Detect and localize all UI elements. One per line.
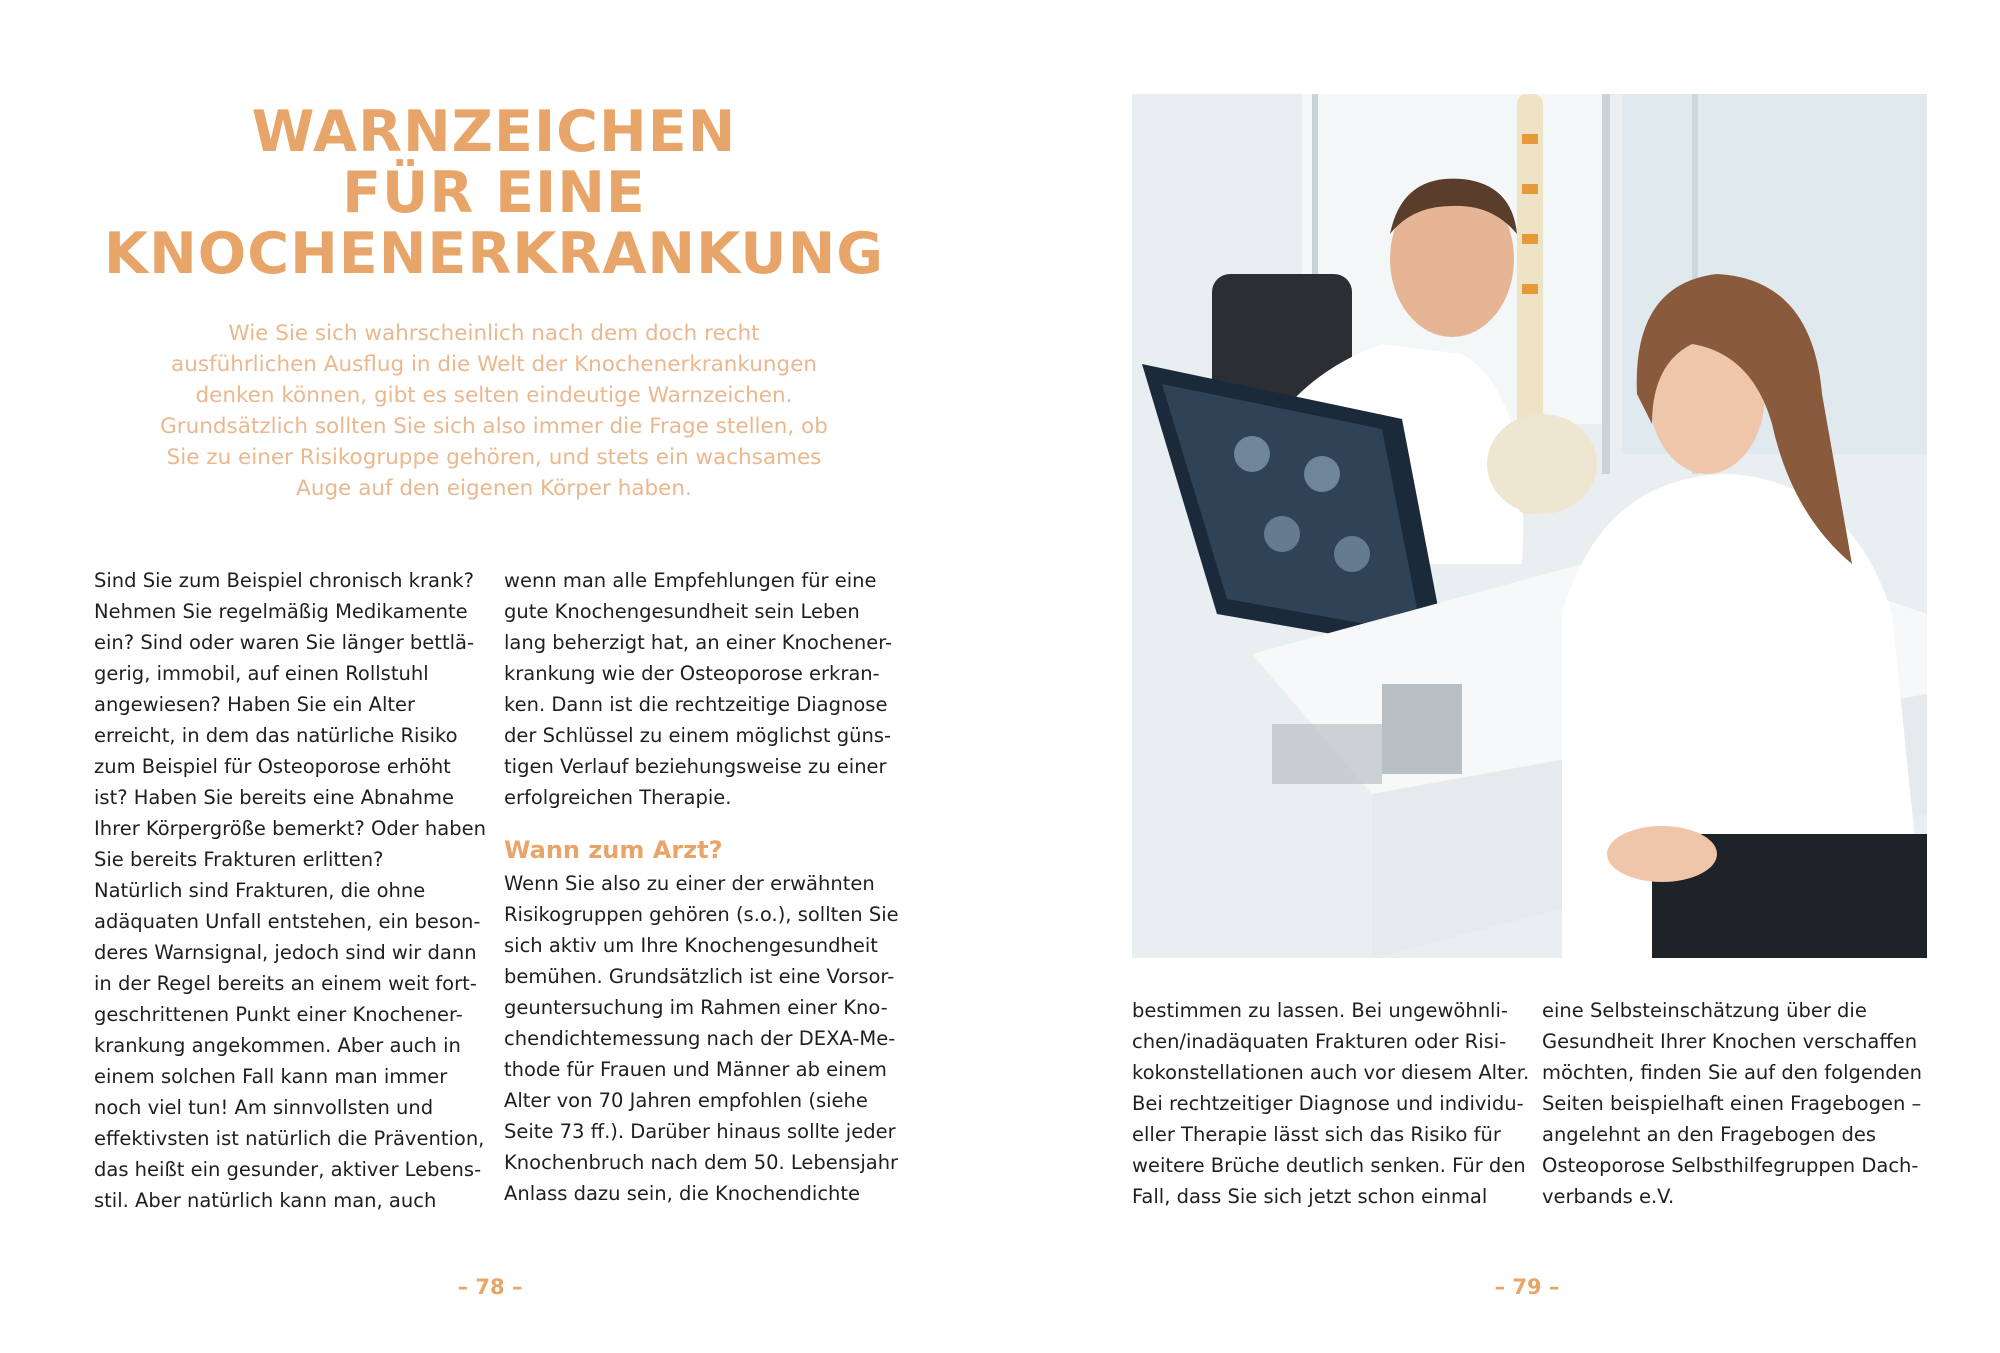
intro-line: Auge auf den eigenen Körper haben. <box>296 476 692 501</box>
text-line: lang beherzigt hat, an einer Knochener- <box>504 631 893 654</box>
text-line: krankung wie der Osteoporose erkran- <box>504 662 880 685</box>
desk-tray <box>1272 724 1382 784</box>
doctor-patient-xray-photo <box>1132 94 1927 958</box>
text-line: Nehmen Sie regelmäßig Medikamente <box>94 600 468 623</box>
intro-line: Wie Sie sich wahrscheinlich nach dem doch recht <box>228 321 760 346</box>
text-line: Gesundheit Ihrer Knochen verschaffen <box>1542 1030 1918 1053</box>
text-line: das heißt ein gesunder, aktiver Lebens- <box>94 1158 482 1181</box>
title-line-2: FÜR EINE <box>342 160 646 226</box>
patient-hand <box>1607 826 1717 882</box>
pelvis-model <box>1487 414 1597 514</box>
text-line: ist? Haben Sie bereits eine Abnahme <box>94 786 455 809</box>
xray-detail <box>1234 436 1270 472</box>
text-line: Seite 73 ff.). Darüber hinaus sollte jeder <box>504 1120 896 1143</box>
title-line-3: KNOCHENERKRANKUNG <box>103 221 885 287</box>
text-line: geuntersuchung im Rahmen einer Kno- <box>504 996 888 1019</box>
text-line: Sind Sie zum Beispiel chronisch krank? <box>94 569 474 592</box>
text-line: deres Warnsignal, jedoch sind wir dann <box>94 941 477 964</box>
text-line: Bei rechtzeitiger Diagnose und individu- <box>1132 1092 1524 1115</box>
intro-line: ausführlichen Ausflug in die Welt der Knochenerkrankungen <box>171 352 817 377</box>
text-line: chendichtemessung nach der DEXA-Me- <box>504 1027 896 1050</box>
body-column-1 <box>94 565 489 1216</box>
text-line: Fall, dass Sie sich jetzt schon einmal <box>1132 1185 1488 1208</box>
spine-vertebra <box>1522 184 1538 194</box>
text-line: Sie bereits Frakturen erlitten? <box>94 848 384 871</box>
text-line: chen/inadäquaten Frakturen oder Risi- <box>1132 1030 1507 1053</box>
text-line: Osteoporose Selbsthilfegruppen Dach- <box>1542 1154 1919 1177</box>
chapter-title <box>94 99 894 287</box>
text-line: angelehnt an den Fragebogen des <box>1542 1123 1877 1146</box>
text-line: eller Therapie lässt sich das Risiko für <box>1132 1123 1501 1146</box>
pen-holder <box>1382 684 1462 774</box>
text-line: bemühen. Grundsätzlich ist eine Vorsor- <box>504 965 895 988</box>
text-line: erfolgreichen Therapie. <box>504 786 732 809</box>
text-line: Anlass dazu sein, die Knochendichte <box>504 1182 861 1205</box>
text-line: wenn man alle Empfehlungen für eine <box>504 569 877 592</box>
body-column-4 <box>1542 995 1937 1212</box>
text-line: bestimmen zu lassen. Bei ungewöhnli- <box>1132 999 1508 1022</box>
section-subheading: Wann zum Arzt? <box>504 836 723 864</box>
text-line: tigen Verlauf beziehungsweise zu einer <box>504 755 887 778</box>
text-line: Ihrer Körpergröße bemerkt? Oder haben <box>94 817 486 840</box>
page-number-left: – 78 – <box>457 1275 523 1299</box>
text-line: der Schlüssel zu einem möglichst güns- <box>504 724 892 747</box>
text-line: noch viel tun! Am sinnvollsten und <box>94 1096 434 1119</box>
text-line: erreicht, in dem das natürliche Risiko <box>94 724 458 747</box>
text-line: geschrittenen Punkt einer Knochener- <box>94 1003 463 1026</box>
text-line: ein? Sind oder waren Sie länger bettlä- <box>94 631 474 654</box>
intro-line: Grundsätzlich sollten Sie sich also immer die Frage stellen, ob <box>160 414 828 439</box>
intro-paragraph <box>144 318 844 504</box>
text-line: Knochenbruch nach dem 50. Lebensjahr <box>504 1151 899 1174</box>
spine-vertebra <box>1522 234 1538 244</box>
text-line: zum Beispiel für Osteoporose erhöht <box>94 755 451 778</box>
text-line: gute Knochengesundheit sein Leben <box>504 600 860 623</box>
text-line: krankung angekommen. Aber auch in <box>94 1034 461 1057</box>
text-line: sich aktiv um Ihre Knochengesundheit <box>504 934 878 957</box>
text-line: angewiesen? Haben Sie ein Alter <box>94 693 416 716</box>
text-line: adäquaten Unfall entstehen, ein beson- <box>94 910 481 933</box>
xray-detail <box>1264 516 1300 552</box>
text-line: effektivsten ist natürlich die Prävention, <box>94 1127 485 1150</box>
intro-line: Sie zu einer Risikogruppe gehören, und stets ein wachsames <box>166 445 822 470</box>
window-frame <box>1602 94 1610 474</box>
text-line: einem solchen Fall kann man immer <box>94 1065 448 1088</box>
title-line-1: WARNZEICHEN <box>251 99 737 165</box>
text-line: Wenn Sie also zu einer der erwähnten <box>504 872 875 895</box>
text-line: in der Regel bereits an einem weit fort- <box>94 972 477 995</box>
text-line: thode für Frauen und Männer ab einem <box>504 1058 887 1081</box>
photo-illustration <box>1132 94 1927 958</box>
page-number-right: – 79 – <box>1494 1275 1560 1299</box>
text-line: stil. Aber natürlich kann man, auch <box>94 1189 437 1212</box>
intro-line: denken können, gibt es selten eindeutige Warnzeichen. <box>195 383 793 408</box>
text-line: Seiten beispielhaft einen Fragebogen – <box>1542 1092 1922 1115</box>
text-line: weitere Brüche deutlich senken. Für den <box>1132 1154 1526 1177</box>
text-line: eine Selbsteinschätzung über die <box>1542 999 1867 1022</box>
text-line: gerig, immobil, auf einen Rollstuhl <box>94 662 429 685</box>
spine-vertebra <box>1522 134 1538 144</box>
text-line: Alter von 70 Jahren empfohlen (siehe <box>504 1089 868 1112</box>
body-column-3 <box>1132 995 1530 1212</box>
text-line: verbands e.V. <box>1542 1185 1675 1208</box>
spine-vertebra <box>1522 284 1538 294</box>
text-line: möchten, finden Sie auf den folgenden <box>1542 1061 1922 1084</box>
xray-detail <box>1304 456 1340 492</box>
xray-detail <box>1334 536 1370 572</box>
text-line: ken. Dann ist die rechtzeitige Diagnose <box>504 693 888 716</box>
body-column-2 <box>504 565 899 1209</box>
text-line: Natürlich sind Frakturen, die ohne <box>94 879 426 902</box>
text-line: kokonstellationen auch vor diesem Alter. <box>1132 1061 1530 1084</box>
text-line: Risikogruppen gehören (s.o.), sollten Sie <box>504 903 899 926</box>
